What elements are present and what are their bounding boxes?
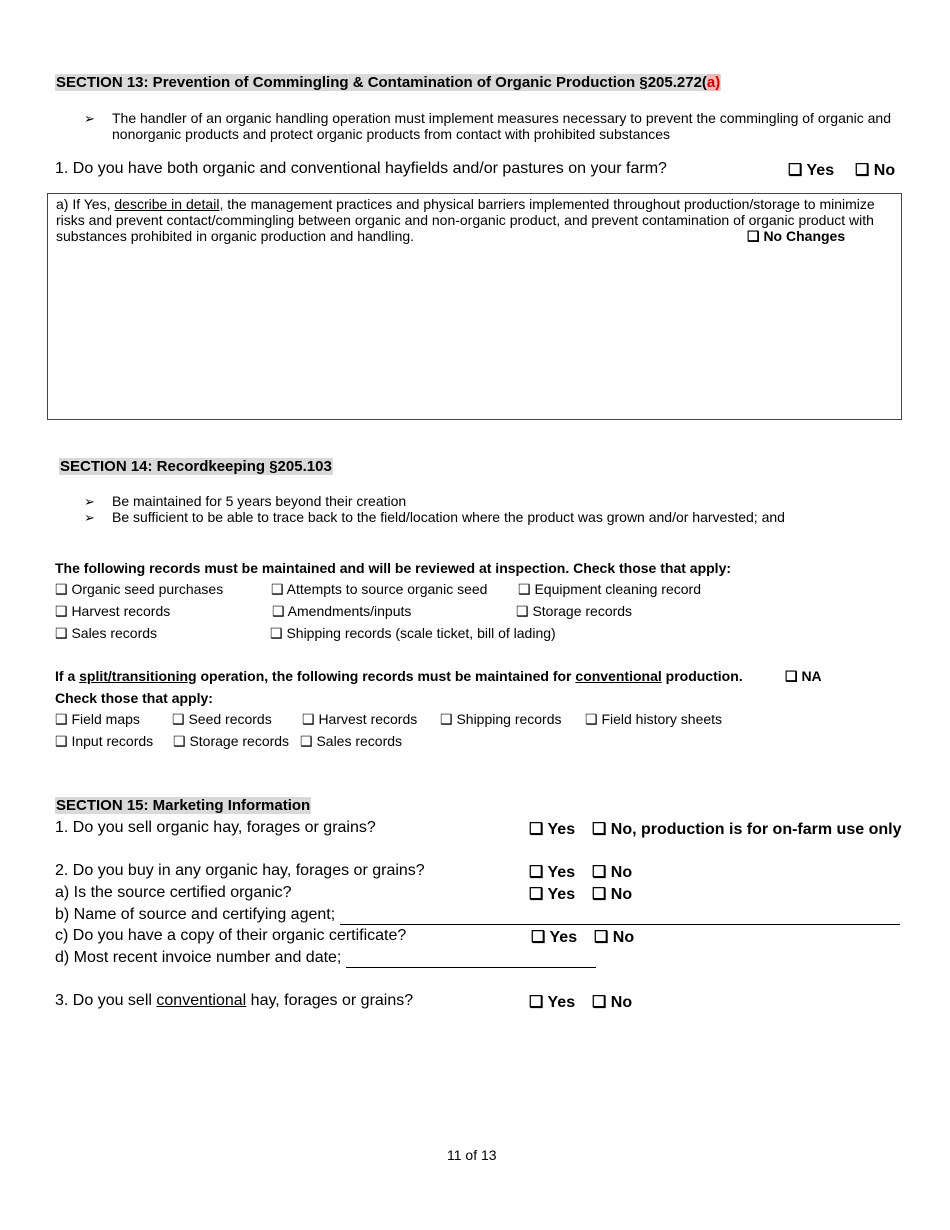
record-organic-seed-checkbox[interactable]: ❑ Organic seed purchases: [55, 581, 224, 597]
section13-q1: 1. Do you have both organic and conventional hayfields and/or pastures on your farm?: [55, 160, 667, 177]
section13-heading: [55, 74, 721, 91]
section13-q1-yes-checkbox[interactable]: ❑ Yes: [788, 162, 835, 179]
section15-q2b: [55, 906, 900, 925]
section15-q2c: c) Do you have a copy of their organic certificate?: [55, 927, 407, 944]
conv-storage-records-checkbox[interactable]: ❑ Storage records: [173, 733, 290, 749]
record-sales-checkbox[interactable]: ❑ Sales records: [55, 625, 158, 641]
section13-bullet-line2: nonorganic products and protect organic products from contact with prohibited substances: [112, 126, 670, 142]
conv-input-records-checkbox[interactable]: ❑ Input records: [55, 733, 154, 749]
section15-q1-yes-checkbox[interactable]: ❑ Yes: [529, 821, 576, 838]
conv-sales-records-checkbox[interactable]: ❑ Sales records: [300, 733, 403, 749]
invoice-field[interactable]: [346, 949, 596, 968]
split-mid: operation, the following records must be maintained for: [196, 668, 576, 684]
section13-detail-box[interactable]: [47, 193, 902, 420]
section13-bullet-line1: The handler of an organic handling operation must implement measures necessary to prevent the commingling of organic and: [112, 110, 891, 126]
bullet-arrow-icon: ➢: [84, 111, 95, 126]
split-u2: conventional: [575, 668, 662, 684]
record-source-seed-checkbox[interactable]: ❑ Attempts to source organic seed: [271, 581, 488, 597]
section13-heading-text: SECTION 13: Prevention of Commingling & Contamination of Organic Production §205.272(: [56, 74, 707, 91]
bullet-arrow-icon: ➢: [84, 510, 95, 525]
section13-q1-no-checkbox[interactable]: ❑ No: [855, 162, 896, 179]
section14-heading: SECTION 14: Recordkeeping §205.103: [60, 458, 332, 475]
record-harvest-checkbox[interactable]: ❑ Harvest records: [55, 603, 171, 619]
section15-q2-yes-checkbox[interactable]: ❑ Yes: [529, 864, 576, 881]
source-agent-field[interactable]: [340, 906, 900, 925]
section15-q1: 1. Do you sell organic hay, forages or grains?: [55, 819, 376, 836]
section15-q2a: a) Is the source certified organic?: [55, 884, 292, 901]
record-storage-checkbox[interactable]: ❑ Storage records: [516, 603, 633, 619]
split-operation-text: [55, 668, 743, 684]
records-intro: The following records must be maintained and will be reviewed at inspection. Check those that apply:: [55, 560, 732, 576]
record-shipping-checkbox[interactable]: ❑ Shipping records (scale ticket, bill of lading): [270, 625, 556, 641]
na-checkbox[interactable]: ❑ NA: [785, 668, 822, 684]
section15-heading: SECTION 15: Marketing Information: [56, 797, 311, 814]
conv-field-maps-checkbox[interactable]: ❑ Field maps: [55, 711, 140, 727]
bullet-arrow-icon: ➢: [84, 494, 95, 509]
detail-line2: risks and prevent contact/commingling between organic and non-organic product, and prevent contamination of organic product with: [56, 212, 874, 228]
section15-q2-no-checkbox[interactable]: ❑ No: [592, 864, 633, 881]
section15-q3-yes-checkbox[interactable]: ❑ Yes: [529, 994, 576, 1011]
conv-shipping-records-checkbox[interactable]: ❑ Shipping records: [440, 711, 562, 727]
section14-bullet1: Be maintained for 5 years beyond their creation: [112, 493, 407, 509]
conv-field-history-checkbox[interactable]: ❑ Field history sheets: [585, 711, 723, 727]
q3-underline: conventional: [156, 992, 247, 1009]
no-changes-checkbox[interactable]: ❑ No Changes: [747, 228, 846, 244]
page-number: 11 of 13: [447, 1147, 497, 1163]
detail-underline: describe in detail: [114, 196, 220, 212]
conv-seed-records-checkbox[interactable]: ❑ Seed records: [172, 711, 272, 727]
section15-q3: [55, 992, 413, 1010]
q2d-label: d) Most recent invoice number and date;: [55, 949, 342, 966]
section15-q2c-yes-checkbox[interactable]: ❑ Yes: [531, 929, 578, 946]
section14-bullet2: Be sufficient to be able to trace back to the field/location where the product was grown and/or harvested; and: [112, 509, 785, 525]
detail-line3: substances prohibited in organic production and handling.: [56, 228, 415, 244]
q2b-label: b) Name of source and certifying agent;: [55, 906, 336, 923]
section15-q3-no-checkbox[interactable]: ❑ No: [592, 994, 633, 1011]
split-u1: split/transitioning: [79, 668, 197, 684]
q3-pre: 3. Do you sell: [55, 992, 157, 1009]
split-post: production.: [661, 668, 743, 684]
detail-line1: , the management practices and physical barriers implemented throughout production/storage to minimize: [219, 196, 875, 212]
section15-q2: 2. Do you buy in any organic hay, forages or grains?: [55, 862, 425, 879]
section15-q2a-no-checkbox[interactable]: ❑ No: [592, 886, 633, 903]
section15-q2c-no-checkbox[interactable]: ❑ No: [594, 929, 635, 946]
section15-q2d: [55, 949, 596, 968]
record-amendments-checkbox[interactable]: ❑ Amendments/inputs: [272, 603, 412, 619]
conv-harvest-records-checkbox[interactable]: ❑ Harvest records: [302, 711, 418, 727]
section13-heading-ref: a): [706, 74, 721, 91]
detail-prefix: a) If Yes,: [56, 196, 115, 212]
section15-q1-no-checkbox[interactable]: ❑ No, production is for on-farm use only: [592, 821, 902, 838]
split-pre: If a: [55, 668, 80, 684]
section15-q2a-yes-checkbox[interactable]: ❑ Yes: [529, 886, 576, 903]
q3-post: hay, forages or grains?: [246, 992, 414, 1009]
record-equipment-cleaning-checkbox[interactable]: ❑ Equipment cleaning record: [518, 581, 701, 597]
check-apply-label: Check those that apply:: [55, 690, 213, 706]
